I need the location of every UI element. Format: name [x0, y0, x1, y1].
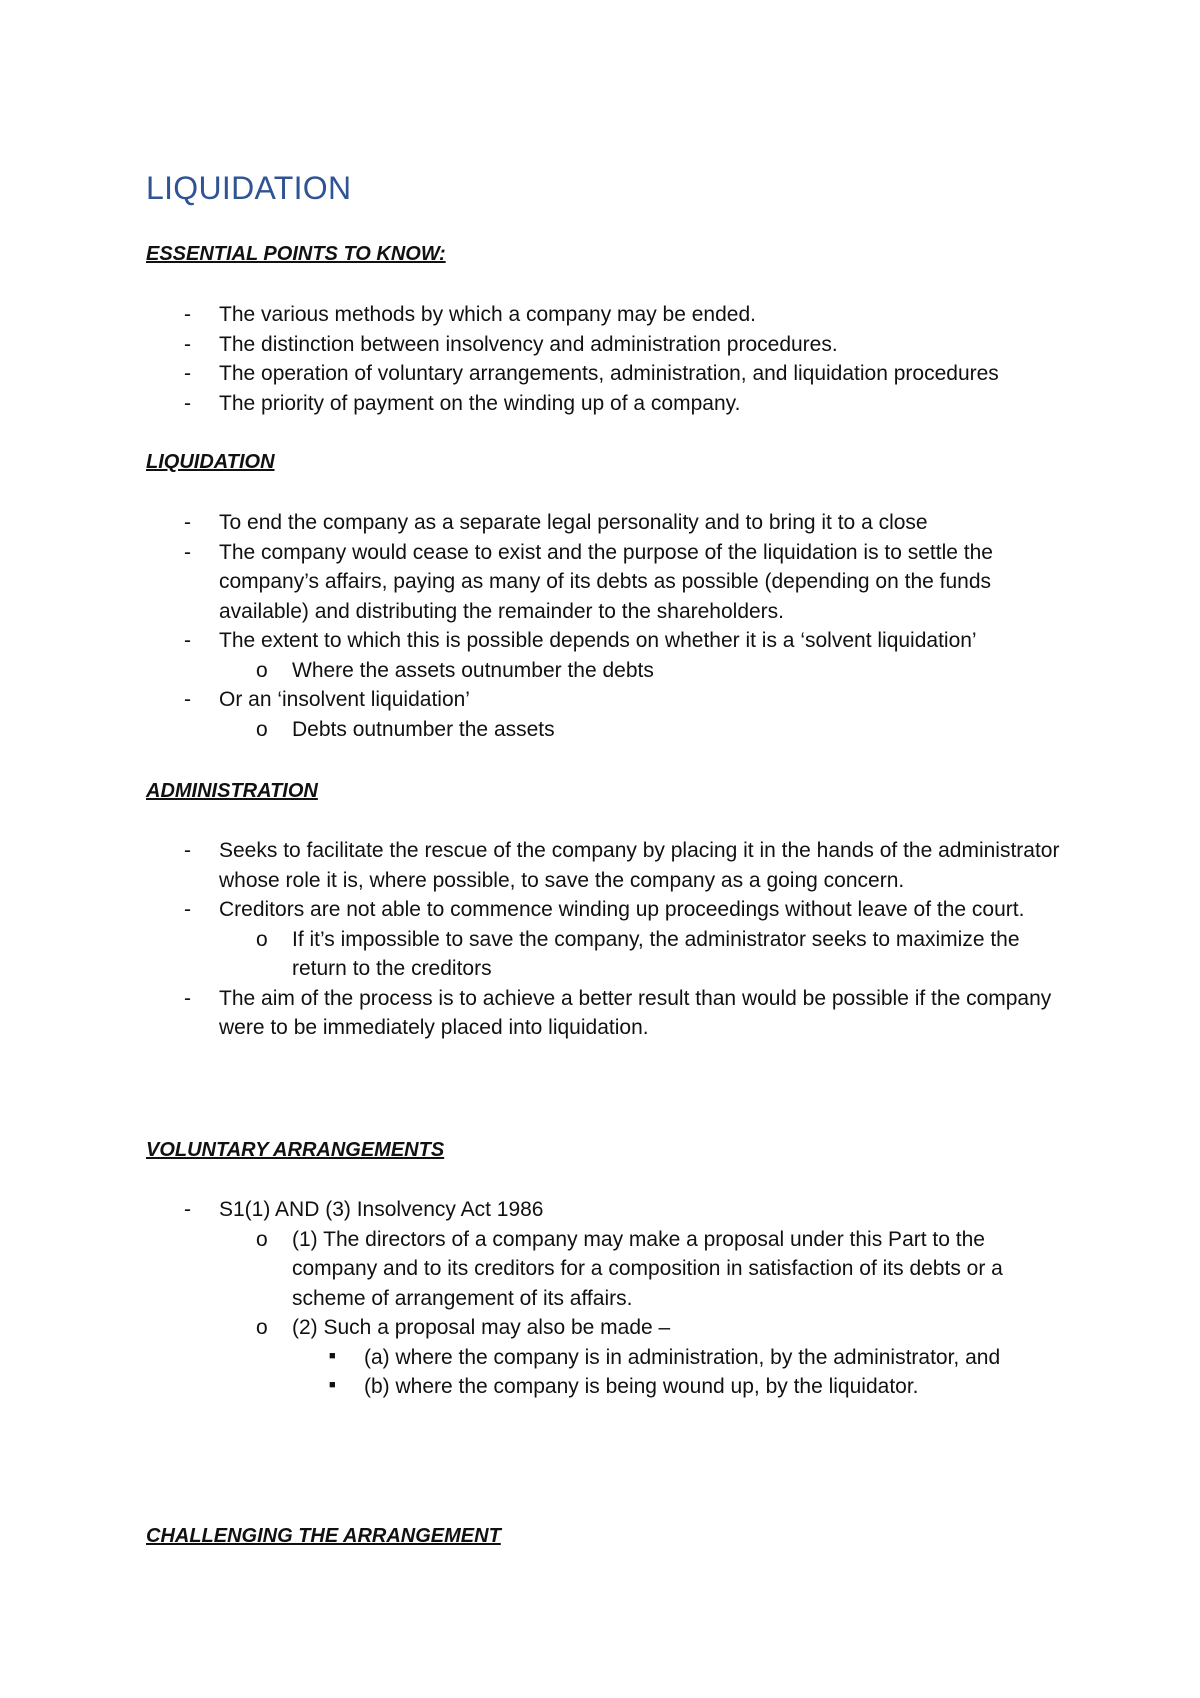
list-item: [0, 330, 1069, 360]
list-item: [0, 984, 1069, 1043]
sub-list-item: [0, 1313, 1072, 1343]
list-item: [0, 895, 1069, 925]
list-item-text: (2) Such a proposal may also be made –: [292, 1316, 671, 1339]
dash-bullet: -: [184, 898, 191, 921]
list-item: [0, 1195, 1069, 1225]
list-item: [0, 626, 1069, 656]
list-item-text: Or an ‘insolvent liquidation’: [219, 688, 470, 711]
sub-sub-list-item: [0, 1343, 1074, 1373]
list-item-text: The company would cease to exist and the purpose of the liquidation is to settle the company’s affairs, paying as many of its debts as possible (depending on the funds available) and distributing the remainder to the shareholders.: [219, 540, 993, 623]
list-item: [0, 685, 1069, 715]
circle-bullet: o: [256, 1316, 268, 1339]
list-item-text: Debts outnumber the assets: [292, 717, 555, 741]
administration-list: [0, 836, 1072, 1043]
list-item-text: The distinction between insolvency and administration procedures.: [219, 332, 838, 356]
list-item-text: S1(1) AND (3) Insolvency Act 1986: [219, 1198, 544, 1221]
document-title: LIQUIDATION: [146, 170, 352, 206]
dash-bullet: -: [184, 303, 191, 326]
sub-list-item: [0, 925, 1072, 984]
voluntary-arrangements-list: [0, 1195, 1074, 1402]
sub-sub-list-item: [0, 1372, 1074, 1402]
sub-list-item: [0, 1225, 1072, 1314]
list-item-text: Where the assets outnumber the debts: [292, 658, 654, 682]
list-item-text: To end the company as a separate legal personality and to bring it to a close: [219, 511, 928, 534]
list-item: [0, 389, 1069, 419]
dash-bullet: -: [184, 629, 191, 652]
square-bullet-icon: [329, 1343, 336, 1375]
list-item: [0, 508, 1069, 538]
dash-bullet: -: [184, 511, 191, 534]
section-heading-essential-points: ESSENTIAL POINTS TO KNOW:: [146, 243, 446, 265]
list-item-text: The extent to which this is possible depends on whether it is a ‘solvent liquidation’: [219, 629, 977, 652]
dash-bullet: -: [184, 986, 191, 1010]
list-item-text: The operation of voluntary arrangements, administration, and liquidation procedures: [219, 362, 999, 385]
list-item-text: Creditors are not able to commence winding up proceedings without leave of the court.: [219, 898, 1025, 921]
list-item-text: The various methods by which a company may be ended.: [219, 303, 756, 326]
dash-bullet: -: [184, 540, 191, 564]
square-bullet-icon: [329, 1372, 336, 1404]
dash-bullet: -: [184, 688, 191, 711]
list-item: [0, 836, 1069, 895]
list-item-text: (a) where the company is in administration, by the administrator, and: [364, 1345, 1001, 1369]
dash-bullet: -: [184, 332, 191, 356]
circle-bullet: o: [256, 1227, 268, 1251]
dash-bullet: -: [184, 362, 191, 385]
section-heading-liquidation: LIQUIDATION: [146, 451, 275, 473]
liquidation-list: [0, 508, 1072, 744]
sub-list-item: [0, 715, 1072, 745]
dash-bullet: -: [184, 1198, 191, 1221]
list-item: [0, 538, 1069, 627]
section-heading-challenging-arrangement: CHALLENGING THE ARRANGEMENT: [146, 1525, 501, 1547]
circle-bullet: o: [256, 658, 268, 682]
dash-bullet: -: [184, 839, 191, 862]
list-item-text: If it’s impossible to save the company, the administrator seeks to maximize the return to the creditors: [292, 927, 1020, 980]
dash-bullet: -: [184, 391, 191, 415]
essential-points-list: [0, 300, 1069, 418]
circle-bullet: o: [256, 927, 268, 951]
list-item-text: (1) The directors of a company may make a proposal under this Part to the company and to its creditors for a composition in satisfaction of its debts or a scheme of arrangement of its affairs.: [292, 1227, 1003, 1310]
list-item: [0, 359, 1069, 389]
list-item-text: The aim of the process is to achieve a better result than would be possible if the company were to be immediately placed into liquidation.: [219, 986, 1052, 1039]
list-item-text: Seeks to facilitate the rescue of the company by placing it in the hands of the administrator whose role it is, where possible, to save the company as a going concern.: [219, 839, 1060, 892]
sub-list-item: [0, 656, 1072, 686]
circle-bullet: o: [256, 717, 268, 741]
list-item-text: (b) where the company is being wound up, by the liquidator.: [364, 1375, 919, 1398]
list-item-text: The priority of payment on the winding up of a company.: [219, 391, 741, 415]
section-heading-administration: ADMINISTRATION: [146, 780, 318, 802]
section-heading-voluntary-arrangements: VOLUNTARY ARRANGEMENTS: [146, 1139, 445, 1161]
list-item: [0, 300, 1069, 330]
